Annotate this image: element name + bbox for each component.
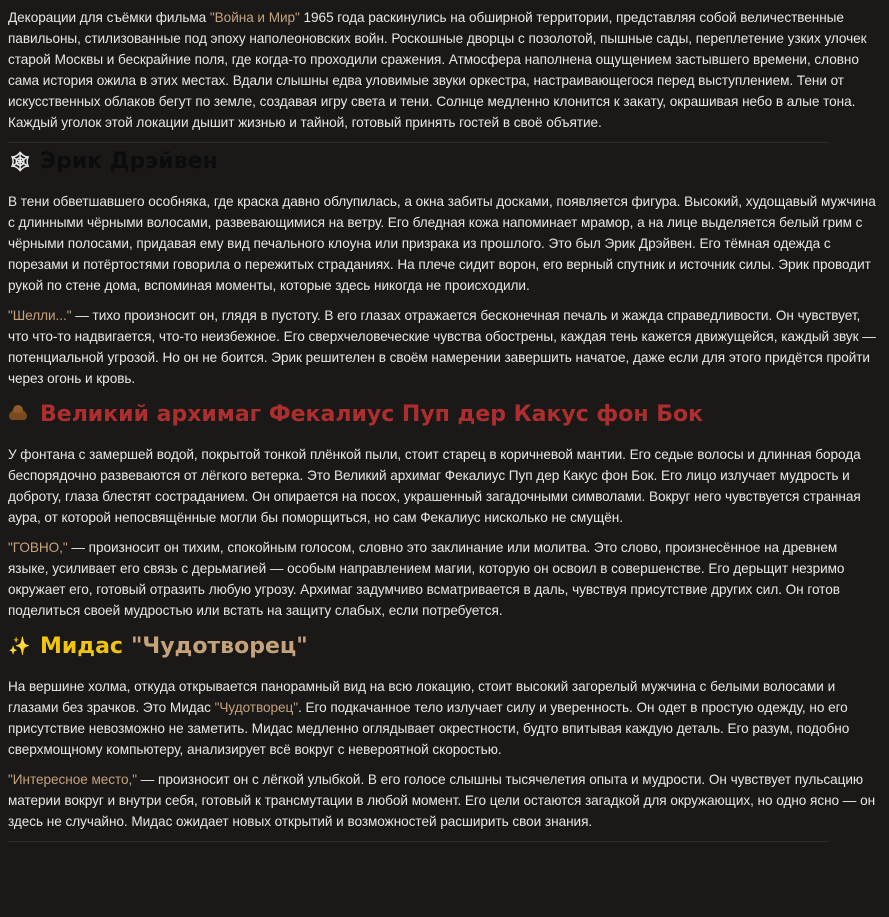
poop-icon [8, 400, 34, 430]
film-title-quote: "Война и Мир" [209, 10, 300, 25]
intro-paragraph [8, 7, 879, 133]
archmage-paragraph-2-text: — произносит он тихим, спокойным голосом, словно это заклинание или молитва. Это слово, произнесённое на древнем языке, усиливает его связь с дерьмагией — особым направлением магии, которую он освоил в совершенстве. Его дерьщит незримо окружает его, готовый отразить любую угрозу. Архимаг задумчиво всматривается в даль, чувствуя присутствие других сил. Он готов поделиться своей мудростью или встать на защиту слабых, если потребуется. [8, 540, 845, 618]
midas-heading [8, 630, 879, 676]
eric-paragraph-1: В тени обветшавшего особняка, где краска давно облупилась, а окна забиты досками, появляется фигура. Высокий, худощавый мужчина с длинными чёрными волосами, развевающимися на ветру. Его бледная кожа напоминает мрамор, а на лице выделяется белый грим с чёрными полосами, придавая ему вид печального клоуна или призрака из прошлого. Это был Эрик Дрэйвен. Его тёмная одежда с порезами и потёртостями говорила о пережитых страданиях. На плече сидит ворон, его верный спутник и источник силы. Эрик проводит рукой по стене дома, вспоминая моменты, которые здесь никогда не происходили. [8, 194, 876, 293]
eric-heading [8, 145, 879, 191]
midas-paragraph-1 [8, 676, 879, 760]
archmage-quote: "ГОВНО," [8, 540, 68, 555]
midas-name: Мидас [40, 634, 123, 659]
midas-paragraph-2-text: — произносит он с лёгкой улыбкой. В его голосе слышны тысячелетия опыта и мудрости. Он чувствует пульсацию материи вокруг и внутри себя, готовый к трансмутации в любой момент. Его цели остаются загадкой для окружающих, но одно ясно — он здесь не случайно. Мидас ожидает новых открытий и возможностей расширить свои знания. [8, 772, 876, 829]
midas-nickname-inline: "Чудотворец" [214, 700, 299, 715]
intro-text-end: 1965 года раскинулись на обширной территории, представляя собой величественные павильоны, стилизованные под эпоху наполеоновских войн. Роскошные дворцы с позолотой, пышные сады, переплетение узких улочек старой Москвы и бескрайние поля, где когда-то проходили сражения. Атмосфера наполнена ощущением застывшего времени, словно сама история ожила в этих местах. Вдали слышны едва уловимые звуки оркестра, настраивающегося перед выступлением. Тени от искусственных облаков бегут по земле, создавая игру света и тени. Солнце медленно клонится к закату, окрашивая небо в алые тона. Каждый уголок этой локации дышит жизнью и тайной, готовый принять гостей в своё объятие. [8, 10, 867, 130]
spider-web-icon: 🕸 [8, 151, 33, 173]
intro-text-start: Декорации для съёмки фильма [8, 10, 210, 25]
midas-paragraph-1-end: . Его подкачанное тело излучает силу и уверенность. Он одет в простую одежду, но его присутствие невозможно не заметить. Мидас медленно оглядывает окрестности, будто впитывая каждую деталь. Его разум, подобно сверхмощному компьютеру, анализирует всё вокруг с невероятной скоростью. [8, 700, 850, 757]
eric-title: Эрик Дрэйвен [40, 149, 218, 174]
midas-quote: "Интересное место," [8, 772, 138, 787]
eric-paragraph-2-text: — тихо произносит он, глядя в пустоту. В его глазах отражается бесконечная печаль и жажда справедливости. Он чувствует, что что-то надвигается, что-то неизбежное. Его сверхчеловеческие чувства обострены, каждая тень кажется движущейся, каждый звук — потенциальной угрозой. Но он не боится. Эрик решителен в своём намерении завершить начатое, даже если для этого придётся пройти через огонь и кровь. [8, 308, 876, 386]
eric-quote: "Шелли..." [8, 308, 72, 323]
sparkles-icon: ✨ [8, 636, 31, 657]
eric-paragraph-2 [8, 305, 879, 389]
midas-paragraph-2 [8, 769, 879, 832]
section-divider [8, 142, 829, 143]
archmage-title: Великий архимаг Фекалиус Пуп дер Какус фон Бок [40, 402, 704, 427]
archmage-paragraph-1: У фонтана с замершей водой, покрытой тонкой плёнкой пыли, стоит старец в коричневой мантии. Его седые волосы и длинная борода беспорядочно развеваются от лёгкого ветерка. Это Великий архимаг Фекалиус Пуп дер Какус фон Бок. Его лицо излучает мудрость и доброту, глаза блестят состраданием. Он опирается на посох, украшенный загадочными символами. Вокруг него чувствуется странная аура, от которой непосвящённые могли бы поморщиться, но сам Фекалиус нисколько не смущён. [8, 447, 861, 525]
archmage-paragraph-2 [8, 537, 879, 621]
section-divider-bottom [8, 841, 829, 842]
archmage-heading [8, 398, 879, 444]
midas-paragraph-1-start: На вершине холма, откуда открывается панорамный вид на всю локацию, стоит высокий загорелый мужчина с белыми волосами и глазами без зрачков. Это Мидас [8, 679, 836, 715]
midas-nickname: "Чудотворец" [130, 634, 308, 659]
